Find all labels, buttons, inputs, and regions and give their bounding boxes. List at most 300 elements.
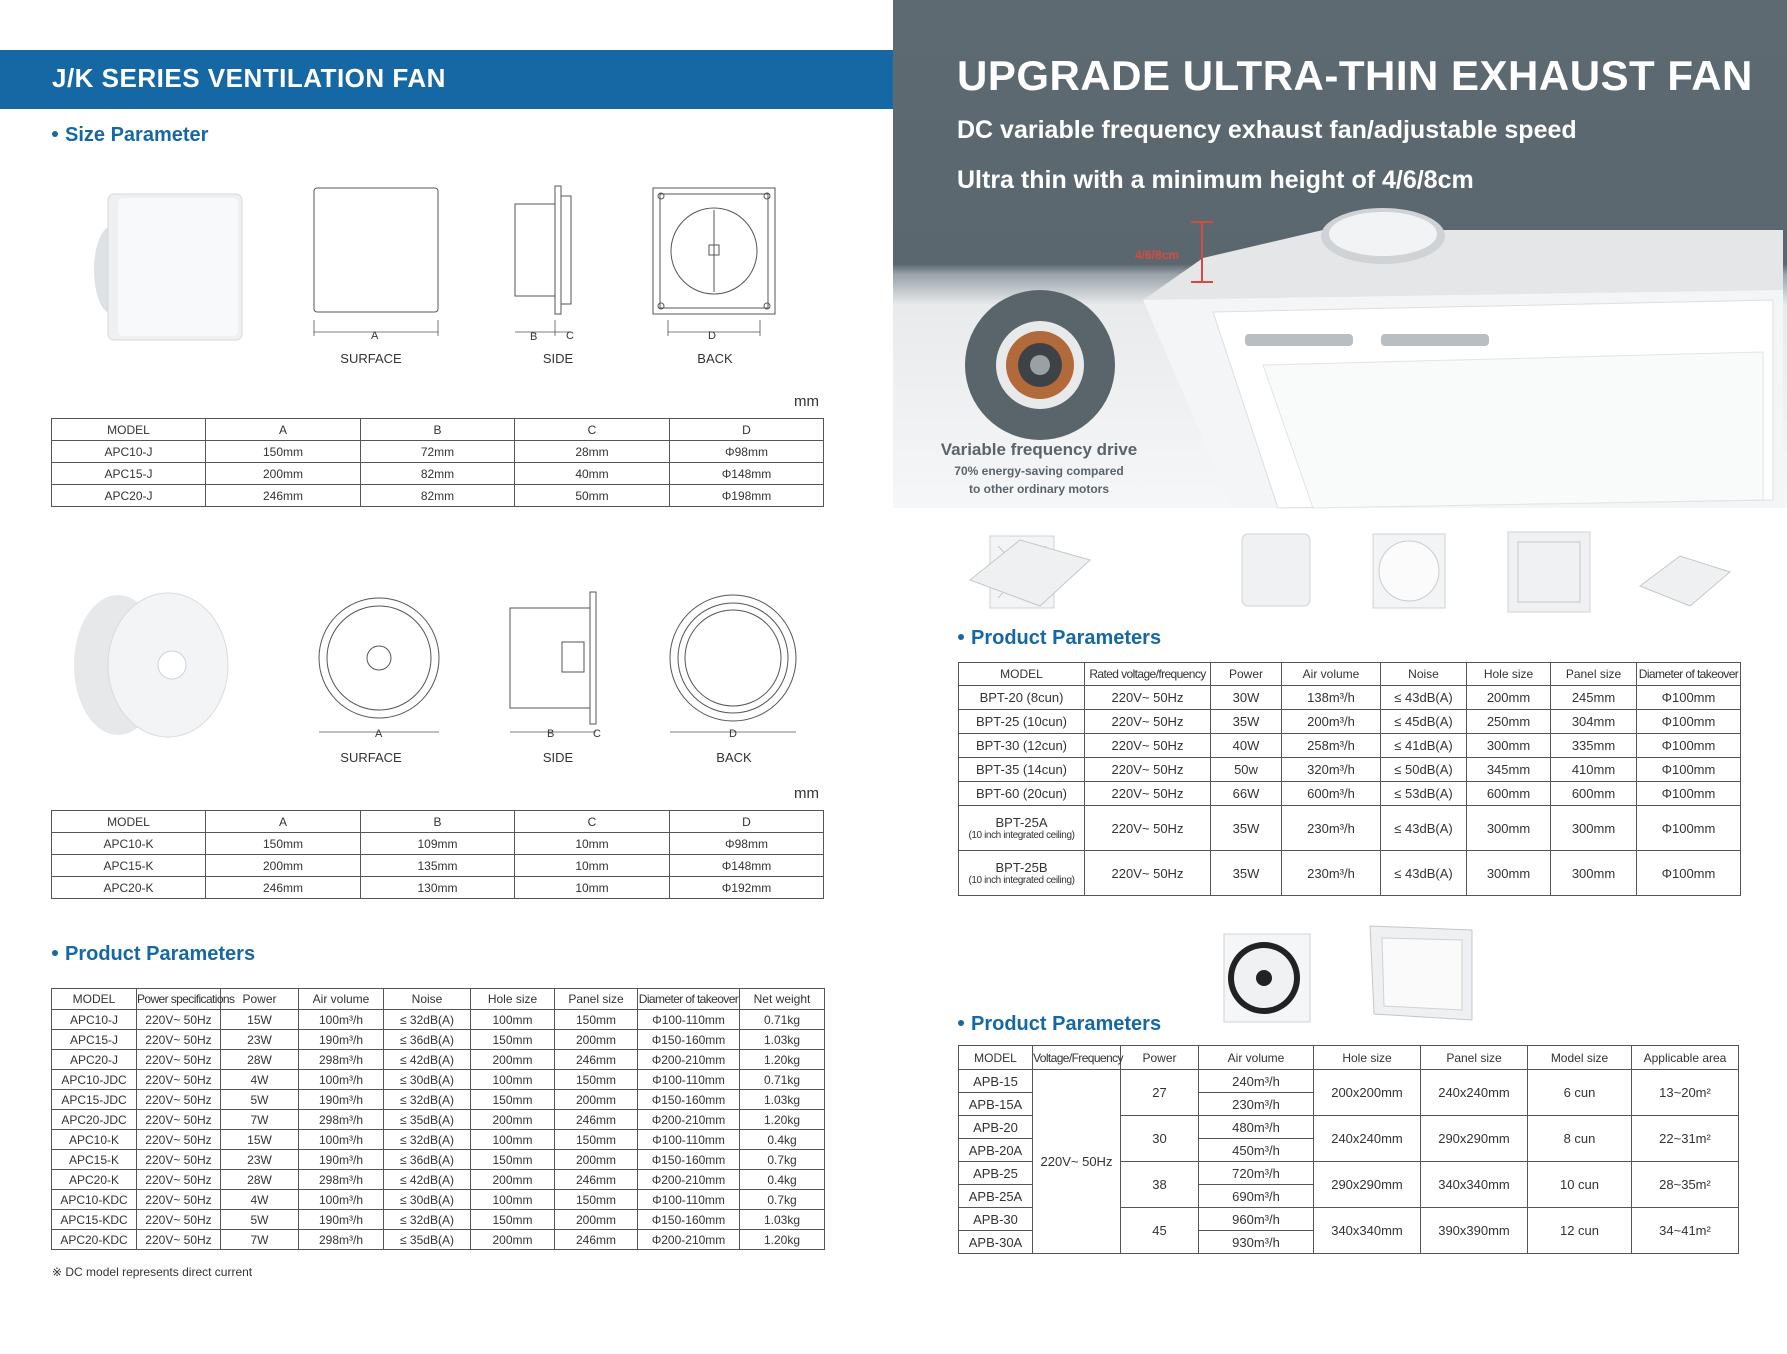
apb-product-label: Product Parameters [971,1013,1162,1035]
table-cell: 28W [221,1050,299,1070]
table-cell: 150mm [206,833,361,855]
table-cell: Φ150-160mm [638,1030,740,1050]
table-header-cell: D [670,811,824,833]
table-cell: 930m³/h [1199,1231,1314,1254]
table-cell: 35W [1211,806,1282,851]
table-cell: 1.20kg [740,1050,825,1070]
k-dim-c: C [593,728,601,740]
hole-cell: 200x200mm [1314,1070,1421,1116]
table-cell: ≤ 50dB(A) [1381,758,1467,782]
table-cell: 7W [221,1110,299,1130]
table-header-cell: Power [1121,1046,1199,1070]
table-cell: 10mm [515,833,670,855]
table-cell: 150mm [555,1070,638,1090]
table-cell: 320m³/h [1282,758,1381,782]
table-header-cell: MODEL [52,811,206,833]
table-row [52,463,824,485]
power-cell: 38 [1121,1162,1199,1208]
bullet-icon [958,1020,964,1026]
table-cell: 300mm [1551,806,1637,851]
table-cell: Φ100mm [1637,851,1741,896]
table-cell: 220V~ 50Hz [137,1230,221,1250]
j-unit-label: mm [794,393,819,410]
table-header-cell: Air volume [299,989,384,1010]
table-cell: 230m³/h [1282,806,1381,851]
table-cell: 220V~ 50Hz [1085,782,1211,806]
apb-product-table [958,1045,1739,1254]
table-cell: ≤ 41dB(A) [1381,734,1467,758]
table-cell: 246mm [555,1050,638,1070]
table-cell: Φ150-160mm [638,1210,740,1230]
table-cell: ≤ 32dB(A) [384,1090,471,1110]
model-name: BPT-20 (8cun) [979,690,1064,705]
table-row [52,1210,825,1230]
table-cell: 200mm [1467,686,1551,710]
area-cell: 13~20m² [1632,1070,1739,1116]
table-row [52,855,824,877]
table-cell: 7W [221,1230,299,1250]
table-cell: 100m³/h [299,1130,384,1150]
table-header-cell: Air volume [1282,663,1381,686]
table-cell: 200mm [471,1170,555,1190]
table-header-cell: Applicable area [1632,1046,1739,1070]
table-cell: ≤ 36dB(A) [384,1150,471,1170]
table-row [52,1030,825,1050]
table-header-cell: Panel size [555,989,638,1010]
table-cell: Φ100mm [1637,710,1741,734]
table-cell: 220V~ 50Hz [1085,758,1211,782]
k-dim-d: D [729,728,737,740]
table-cell: 720m³/h [1199,1162,1314,1185]
table-header-cell: Panel size [1551,663,1637,686]
table-header-row [52,811,824,833]
table-cell: 200mm [555,1150,638,1170]
k-caption-back: BACK [716,750,752,765]
table-cell: 190m³/h [299,1090,384,1110]
thumb-fan-6 [1640,556,1730,606]
table-cell: 1.03kg [740,1090,825,1110]
table-cell: 200mm [555,1030,638,1050]
table-cell: Φ100mm [1637,734,1741,758]
area-cell: 22~31m² [1632,1116,1739,1162]
table-row [959,851,1741,896]
table-header-row [52,419,824,441]
table-cell: 150mm [555,1190,638,1210]
table-cell: 250mm [1467,710,1551,734]
table-cell [959,806,1085,851]
table-cell: 240m³/h [1199,1070,1314,1093]
table-cell: 298m³/h [299,1110,384,1130]
table-cell: APC15-K [52,1150,137,1170]
table-cell: 335mm [1551,734,1637,758]
table-cell: Φ192mm [670,877,824,899]
table-cell: ≤ 36dB(A) [384,1030,471,1050]
table-cell: 246mm [555,1170,638,1190]
table-cell: Φ100-110mm [638,1010,740,1030]
table-cell: ≤ 53dB(A) [1381,782,1467,806]
table-cell: 220V~ 50Hz [137,1150,221,1170]
table-cell: 300mm [1467,851,1551,896]
table-cell: APC15-KDC [52,1210,137,1230]
table-cell: 190m³/h [299,1210,384,1230]
motor-caption-title: Variable frequency drive [940,440,1138,459]
table-cell: ≤ 32dB(A) [384,1010,471,1030]
table-row [52,833,824,855]
motor-icon [965,290,1115,440]
table-cell: 220V~ 50Hz [137,1130,221,1150]
table-row [52,1010,825,1030]
table-cell: APC15-J [52,1030,137,1050]
motor-image [965,290,1115,440]
table-cell: 300mm [1551,851,1637,896]
table-cell: 450m³/h [1199,1139,1314,1162]
table-cell: 0.4kg [740,1130,825,1150]
j-size-table [51,418,824,507]
table-cell: APB-30 [959,1208,1033,1231]
table-cell: 4W [221,1190,299,1210]
table-cell [959,758,1085,782]
table-cell: 258m³/h [1282,734,1381,758]
table-cell: Φ100-110mm [638,1190,740,1210]
thumb-fan-2 [970,540,1090,606]
k-side-drawing [510,592,596,732]
table-cell: ≤ 30dB(A) [384,1070,471,1090]
k-caption-side: SIDE [542,750,574,765]
model-name: BPT-25A [995,814,1048,830]
table-cell: 220V~ 50Hz [137,1110,221,1130]
table-row [959,734,1741,758]
k-dim-a: A [375,728,383,740]
hero-title: UPGRADE ULTRA-THIN EXHAUST FAN [957,52,1753,99]
table-cell: 28mm [515,441,670,463]
size-parameter-label: Size Parameter [65,124,209,146]
table-header-cell: Air volume [1199,1046,1314,1070]
table-cell: 15W [221,1130,299,1150]
size-cell: 12 cun [1528,1208,1632,1254]
table-cell: 35W [1211,851,1282,896]
j-series-drawings [0,180,893,370]
bullet-icon [52,950,58,956]
thumb-fan-3 [1242,534,1310,606]
hero-subtitle-1: DC variable frequency exhaust fan/adjustable speed [957,116,1577,144]
wall-fan-images [1210,920,1480,1030]
table-cell: 200mm [206,463,361,485]
table-cell [959,851,1085,896]
table-cell: 135mm [361,855,515,877]
table-cell: ≤ 42dB(A) [384,1170,471,1190]
table-cell: 220V~ 50Hz [1085,734,1211,758]
j-caption-surface: SURFACE [340,351,402,366]
table-header-cell: Noise [384,989,471,1010]
table-cell: 10mm [515,855,670,877]
table-cell: 200mm [555,1210,638,1230]
table-cell: 150mm [471,1150,555,1170]
table-cell: Φ100mm [1637,758,1741,782]
table-header-cell: C [515,811,670,833]
table-cell: ≤ 43dB(A) [1381,806,1467,851]
model-name: BPT-60 (20cun) [975,786,1068,801]
left-banner-title: J/K SERIES VENTILATION FAN [52,63,446,93]
panel-cell: 340x340mm [1421,1162,1528,1208]
table-cell: APB-20A [959,1139,1033,1162]
table-row [959,686,1741,710]
table-header-cell: Rated voltage/frequency [1085,663,1211,686]
k-series-drawings [0,580,893,740]
table-cell: APC10-K [52,1130,137,1150]
table-cell: 200mm [555,1090,638,1110]
table-header-cell: Hole size [1314,1046,1421,1070]
table-cell: APC10-J [52,1010,137,1030]
table-cell: 220V~ 50Hz [1085,806,1211,851]
table-cell: APC10-JDC [52,1070,137,1090]
product-thumbnails [960,520,1750,620]
table-cell: 600mm [1467,782,1551,806]
table-cell: Φ148mm [670,855,824,877]
table-cell: 28W [221,1170,299,1190]
table-header-cell: Hole size [1467,663,1551,686]
table-row [959,710,1741,734]
table-cell: 66W [1211,782,1282,806]
hole-cell: 340x340mm [1314,1208,1421,1254]
power-cell: 30 [1121,1116,1199,1162]
hero-subtitle-2: Ultra thin with a minimum height of 4/6/8cm [957,166,1474,194]
model-note: (10 inch integrated ceiling) [968,829,1075,841]
table-cell: APC20-K [52,877,206,899]
motor-caption-line1: 70% energy-saving compared [954,464,1124,478]
ceiling-fan-body [1143,208,1783,508]
table-cell: 50w [1211,758,1282,782]
table-cell: Φ100-110mm [638,1130,740,1150]
table-cell: Φ98mm [670,441,824,463]
k-dim-b: B [547,728,555,740]
left-banner [0,50,893,109]
area-cell: 28~35m² [1632,1162,1739,1208]
bullet-icon [52,131,58,137]
table-cell: 150mm [555,1010,638,1030]
table-cell: 300mm [1467,734,1551,758]
table-cell: Φ200-210mm [638,1050,740,1070]
table-cell: Φ100mm [1637,806,1741,851]
table-cell: ≤ 32dB(A) [384,1130,471,1150]
table-cell: APC20-J [52,485,206,507]
table-cell: 0.4kg [740,1170,825,1190]
model-name: BPT-25B [995,859,1048,875]
table-cell: 246mm [555,1230,638,1250]
table-cell: 200mm [471,1110,555,1130]
table-header-cell: Noise [1381,663,1467,686]
size-cell: 10 cun [1528,1162,1632,1208]
table-cell: 138m³/h [1282,686,1381,710]
bpt-product-label: Product Parameters [971,627,1162,649]
j-dim-b: B [530,331,538,343]
dc-footnote: ※ DC model represents direct current [52,1265,253,1279]
table-cell: Φ100mm [1637,686,1741,710]
table-cell: 1.20kg [740,1230,825,1250]
model-note: (10 inch integrated ceiling) [968,874,1075,886]
table-cell: ≤ 43dB(A) [1381,686,1467,710]
table-cell: 150mm [471,1030,555,1050]
size-cell: 8 cun [1528,1116,1632,1162]
table-cell: 100mm [471,1070,555,1090]
table-cell [959,686,1085,710]
table-cell: 410mm [1551,758,1637,782]
table-cell: 100mm [471,1130,555,1150]
left-product-label: Product Parameters [65,943,256,965]
j-dim-d: D [708,330,716,342]
table-header-cell: MODEL [959,1046,1033,1070]
table-cell: 190m³/h [299,1150,384,1170]
table-cell: 5W [221,1210,299,1230]
table-cell: 1.03kg [740,1210,825,1230]
table-header-cell: MODEL [52,419,206,441]
table-cell: 72mm [361,441,515,463]
table-cell: 246mm [206,485,361,507]
model-name: BPT-25 (10cun) [975,714,1068,729]
table-cell: 10mm [515,877,670,899]
table-cell: 0.7kg [740,1190,825,1210]
table-row [52,1230,825,1250]
left-product-table [51,988,825,1250]
table-cell: 100m³/h [299,1070,384,1090]
table-header-cell: Power [1211,663,1282,686]
table-cell: Φ150-160mm [638,1150,740,1170]
table-cell: APC20-J [52,1050,137,1070]
table-cell: APC20-K [52,1170,137,1190]
table-cell: ≤ 32dB(A) [384,1210,471,1230]
table-cell: 50mm [515,485,670,507]
j-back-drawing [653,188,775,336]
table-cell: 4W [221,1070,299,1090]
thumb-fan-4 [1373,534,1445,608]
table-cell: 600mm [1551,782,1637,806]
j-surface-drawing [314,188,438,336]
table-cell: APB-15 [959,1070,1033,1093]
table-cell: 150mm [471,1210,555,1230]
table-cell: 100mm [471,1010,555,1030]
table-cell: Φ100mm [1637,782,1741,806]
table-row [959,1070,1739,1093]
hole-cell: 290x290mm [1314,1162,1421,1208]
table-cell: 298m³/h [299,1230,384,1250]
table-cell: 298m³/h [299,1050,384,1070]
table-cell: APB-25A [959,1185,1033,1208]
table-header-cell: A [206,419,361,441]
table-header-cell: Voltage/Frequency [1033,1046,1121,1070]
size-parameter-title [52,124,208,147]
table-header-cell: Diameter of takeover [1637,663,1741,686]
size-cell: 6 cun [1528,1070,1632,1116]
table-cell: ≤ 43dB(A) [1381,851,1467,896]
table-cell: APC10-J [52,441,206,463]
table-cell: 200mm [471,1050,555,1070]
table-cell: 300mm [1467,806,1551,851]
table-cell: 200mm [471,1230,555,1250]
table-cell: 5W [221,1090,299,1110]
table-header-cell: B [361,811,515,833]
table-cell: 23W [221,1150,299,1170]
table-cell: ≤ 35dB(A) [384,1230,471,1250]
table-cell: 220V~ 50Hz [137,1030,221,1050]
table-header-cell: MODEL [52,989,137,1010]
table-cell: APC20-JDC [52,1110,137,1130]
table-row [52,1070,825,1090]
j-caption-back: BACK [697,351,733,366]
table-cell: 246mm [206,877,361,899]
voltage-cell: 220V~ 50Hz [1033,1070,1121,1254]
table-cell: 82mm [361,485,515,507]
table-cell: Φ100-110mm [638,1070,740,1090]
table-header-cell: Diameter of takeover [638,989,740,1010]
table-cell: 150mm [555,1130,638,1150]
table-cell: 690m³/h [1199,1185,1314,1208]
wall-fan-2 [1370,926,1472,1020]
table-header-row [959,663,1741,686]
table-cell [959,734,1085,758]
motor-caption-line2: to other ordinary motors [968,482,1109,496]
table-cell: 15W [221,1010,299,1030]
table-cell: 220V~ 50Hz [137,1070,221,1090]
table-cell: 220V~ 50Hz [137,1170,221,1190]
table-cell: 23W [221,1030,299,1050]
table-cell: 220V~ 50Hz [1085,686,1211,710]
bpt-product-title [958,627,1161,650]
table-cell: 220V~ 50Hz [137,1050,221,1070]
table-cell: 220V~ 50Hz [137,1210,221,1230]
table-cell: 100m³/h [299,1190,384,1210]
panel-cell: 290x290mm [1421,1116,1528,1162]
table-cell: 200m³/h [1282,710,1381,734]
j-fan-photo [94,194,242,340]
table-cell: 40mm [515,463,670,485]
table-cell: 220V~ 50Hz [1085,710,1211,734]
table-cell: 0.7kg [740,1150,825,1170]
table-cell: Φ98mm [670,833,824,855]
table-row [52,1110,825,1130]
table-cell: 40W [1211,734,1282,758]
table-cell: Φ200-210mm [638,1230,740,1250]
table-cell: 150mm [206,441,361,463]
j-dim-c: C [566,330,574,342]
table-cell [959,782,1085,806]
table-cell: 220V~ 50Hz [137,1190,221,1210]
power-cell: 27 [1121,1070,1199,1116]
bullet-icon [958,634,964,640]
table-cell: APB-20 [959,1116,1033,1139]
table-cell: 245mm [1551,686,1637,710]
table-cell: Φ200-210mm [638,1110,740,1130]
table-row [52,1130,825,1150]
table-row [52,485,824,507]
panel-cell: 390x390mm [1421,1208,1528,1254]
table-cell: APC15-J [52,463,206,485]
wall-fan-1 [1224,934,1310,1022]
table-header-cell: Power [221,989,299,1010]
table-cell: Φ200-210mm [638,1170,740,1190]
table-cell: APC20-KDC [52,1230,137,1250]
thumb-fan-5 [1508,532,1590,612]
table-cell: 220V~ 50Hz [1085,851,1211,896]
table-row [52,877,824,899]
table-row [52,1090,825,1110]
j-side-drawing [515,186,571,336]
table-cell: APB-30A [959,1231,1033,1254]
table-row [52,441,824,463]
table-cell: ≤ 30dB(A) [384,1190,471,1210]
hole-cell: 240x240mm [1314,1116,1421,1162]
table-cell: 480m³/h [1199,1116,1314,1139]
j-caption-side: SIDE [542,351,574,366]
table-cell: Φ198mm [670,485,824,507]
